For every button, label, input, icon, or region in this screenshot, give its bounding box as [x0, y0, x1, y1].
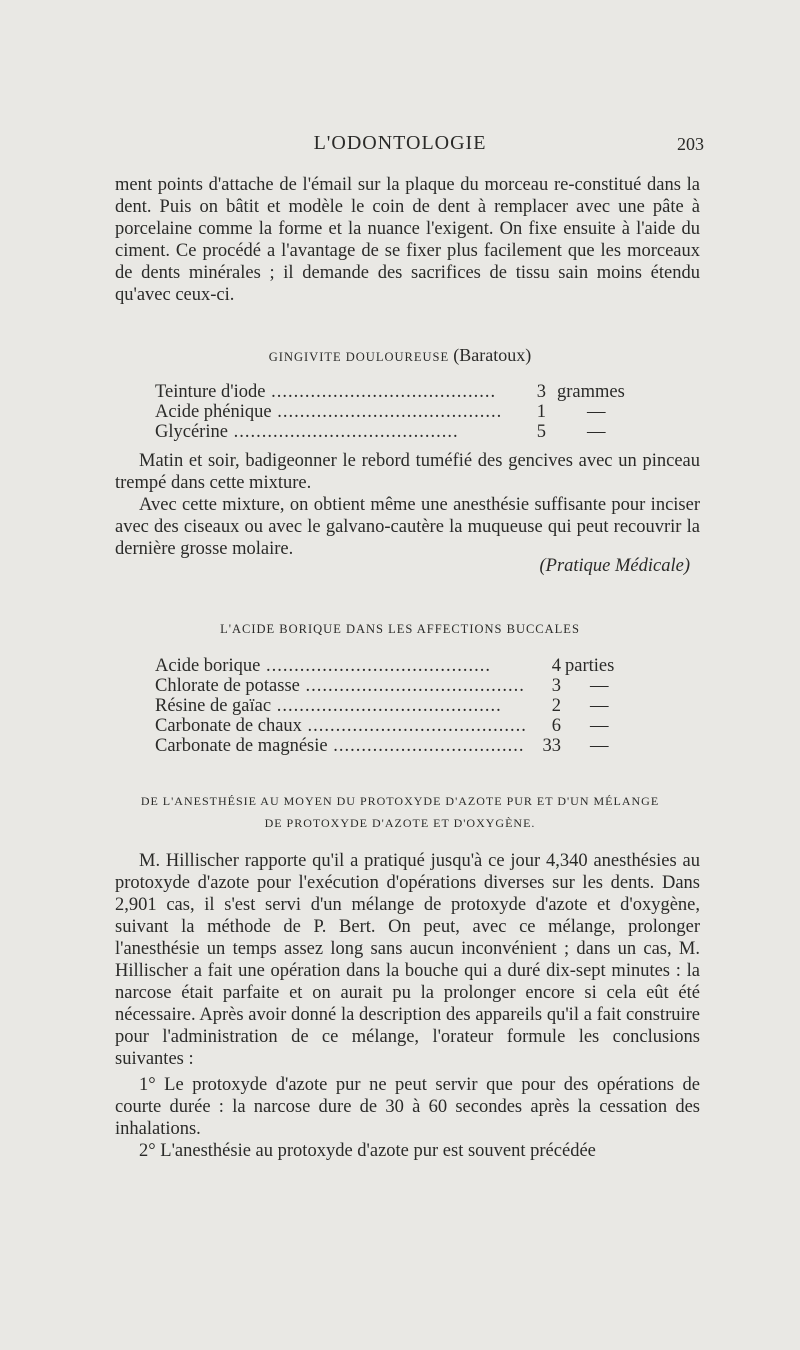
- recipe-ingredient: Glycérine .....: [155, 422, 459, 442]
- section-heading-line: DE L'ANESTHÉSIE AU MOYEN DU PROTOXYDE D'AZOTE PUR ET D'UN MÉLANGE: [140, 794, 660, 808]
- recipe-quantity: 5: [510, 422, 546, 442]
- recipe-unit: —: [590, 716, 609, 736]
- recipe-unit: —: [587, 422, 606, 442]
- recipe-unit: —: [590, 696, 609, 716]
- recipe-unit: —: [587, 402, 606, 422]
- recipe-unit: —: [590, 676, 609, 696]
- running-title: L'ODONTOLOGIE: [313, 132, 487, 154]
- recipe-ingredient: Résine de gaïac .....: [155, 696, 502, 716]
- section-heading-author: (Baratoux): [453, 345, 532, 365]
- intro-paragraph-block: [115, 174, 700, 306]
- recipe-quantity: 6: [525, 716, 561, 736]
- recipe-quantity: 3: [525, 676, 561, 696]
- recipe-quantity: 33: [525, 736, 561, 756]
- section3-body: [115, 850, 700, 1162]
- section-heading-acide-borique: L'ACIDE BORIQUE DANS LES AFFECTIONS BUCCALES: [220, 622, 580, 636]
- recipe-quantity: 2: [525, 696, 561, 716]
- recipe-unit: —: [590, 736, 609, 756]
- source-citation: (Pratique Médicale): [539, 556, 690, 576]
- intro-paragraph: ment points d'attache de l'émail sur la plaque du morceau re-constitué dans la dent. Puis on bâtit et modèle le coin de dent à remplacer avec une pâte à porcelaine comme la forme et la nuance l'exigent. On fixe ensuite à l'aide du ciment. Ce procédé a l'avantage de se fixer plus facilement que les morceaux de dents minérales ; il demande des sacrifices de tissu sain moins étendu qu'avec ceux-ci.: [115, 175, 700, 305]
- conclusion-item: 2° L'anesthésie au protoxyde d'azote pur est souvent précédée: [139, 1141, 596, 1161]
- recipe-quantity: 1: [510, 402, 546, 422]
- recipe-ingredient: Chlorate de potasse .....: [155, 676, 531, 696]
- body-paragraph: Matin et soir, badigeonner le rebord tuméfié des gencives avec un pinceau trempé dans cette mixture.: [115, 451, 700, 493]
- recipe-unit: grammes: [557, 382, 625, 402]
- conclusion-item: 1° Le protoxyde d'azote pur ne peut servir que pour des opérations de courte durée : la narcose dure de 30 à 60 secondes après la cessation des inhalations.: [115, 1075, 700, 1139]
- recipe-unit: parties: [565, 656, 615, 676]
- body-paragraph: Avec cette mixture, on obtient même une anesthésie suffisante pour inciser avec des ciseaux ou avec le galvano-cautère la muqueuse qui peut recouvrir la dernière grosse molaire.: [115, 495, 700, 559]
- page-header: [0, 126, 800, 160]
- body-paragraph: M. Hillischer rapporte qu'il a pratiqué jusqu'à ce jour 4,340 anesthésies au protoxyde d'azote pour l'exécution d'opérations diverses sur les dents. Dans 2,901 cas, il s'est servi d'un mélange de protoxyde d'azote et d'oxygène, suivant la méthode de P. Bert. On peut, avec ce mélange, prolonger l'anesthésie un temps assez long sans aucun inconvénient ; dans un cas, M. Hillischer a fait une opération dans la bouche qui a duré dix-sept minutes : la narcose était parfaite et on aurait pu la prolonger encore si cela eût été nécessaire. Après avoir donné la description des appareils qu'il a fait construire pour l'administration de ce mélange, l'orateur formule les conclusions suivantes :: [115, 851, 700, 1069]
- section-heading-line: DE PROTOXYDE D'AZOTE ET D'OXYGÈNE.: [264, 816, 536, 830]
- section-heading-anesthesie: [90, 790, 710, 834]
- section-heading-title: GINGIVITE DOULOUREUSE: [268, 350, 450, 364]
- recipe-ingredient: Acide phénique .....: [155, 402, 502, 422]
- recipe-quantity: 3: [510, 382, 546, 402]
- recipe-ingredient: Carbonate de chaux .....: [155, 716, 533, 736]
- page-number: 203: [677, 134, 704, 154]
- recipe-quantity: 4: [525, 656, 561, 676]
- section1-body: [115, 450, 700, 560]
- recipe-ingredient: Acide borique .....: [155, 656, 491, 676]
- recipe-ingredient: Teinture d'iode .....: [155, 382, 496, 402]
- recipe-ingredient: Carbonate de magnésie .....: [155, 736, 545, 756]
- section-heading-gingivite: [90, 344, 710, 368]
